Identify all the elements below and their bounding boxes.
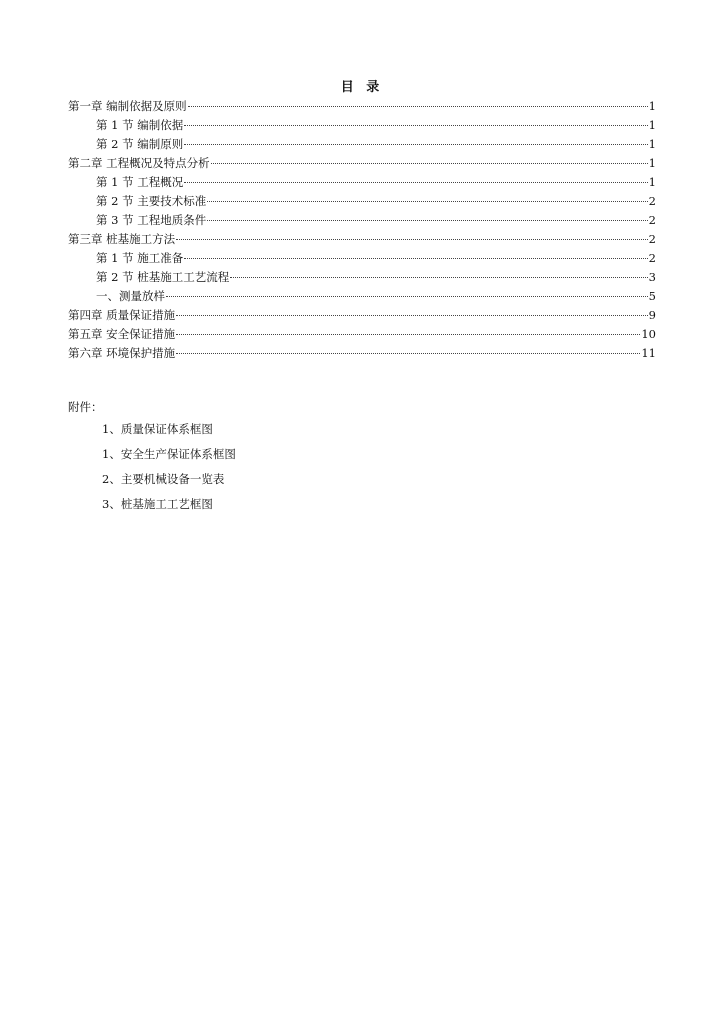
toc-entry-page-number: 11 — [641, 346, 656, 360]
toc-entry-label: 第六章 环境保护措施 — [68, 346, 176, 360]
toc-entry-label: 第 1 节 编制依据 — [96, 118, 184, 132]
toc-entry-page-number: 9 — [648, 308, 656, 322]
toc-entry-page-number: 2 — [648, 232, 656, 246]
toc-entry[interactable] — [68, 97, 656, 116]
toc-entry[interactable] — [68, 211, 656, 230]
toc-entry[interactable] — [68, 154, 656, 173]
toc-entry-label: 第 2 节 桩基施工工艺流程 — [96, 270, 230, 284]
toc-entry-page-number: 1 — [648, 175, 656, 189]
dot-leader — [207, 220, 647, 221]
toc-entry[interactable] — [68, 344, 656, 363]
toc-entry-page-number: 2 — [648, 194, 656, 208]
toc-entry[interactable] — [68, 135, 656, 154]
toc-entry-label: 第 1 节 施工准备 — [96, 251, 184, 265]
dot-leader — [166, 296, 648, 297]
toc-entry[interactable] — [68, 249, 656, 268]
dot-leader — [211, 163, 648, 164]
toc-entry[interactable] — [68, 268, 656, 287]
dot-leader — [188, 106, 648, 107]
dot-leader — [176, 334, 640, 335]
toc-entry-page-number: 1 — [648, 156, 656, 170]
appendix-section — [68, 397, 236, 517]
toc-entry-label: 第 2 节 编制原则 — [96, 137, 184, 151]
dot-leader — [176, 239, 648, 240]
appendix-heading: 附件： — [68, 400, 103, 414]
dot-leader — [207, 201, 647, 202]
appendix-item: 1、安全生产保证体系框图 — [102, 447, 236, 461]
dot-leader — [184, 125, 647, 126]
toc-entry[interactable] — [68, 325, 656, 344]
toc-entry[interactable] — [68, 116, 656, 135]
toc-entry-label: 第 3 节 工程地质条件 — [96, 213, 207, 227]
toc-entry-page-number: 5 — [648, 289, 656, 303]
toc-entry-page-number: 3 — [648, 270, 656, 284]
toc-entry-page-number: 2 — [648, 251, 656, 265]
toc-entry-label: 第 1 节 工程概况 — [96, 175, 184, 189]
toc-entry-label: 第五章 安全保证措施 — [68, 327, 176, 341]
dot-leader — [184, 144, 647, 145]
toc-entry[interactable] — [68, 173, 656, 192]
dot-leader — [230, 277, 647, 278]
toc-entry-page-number: 2 — [648, 213, 656, 227]
dot-leader — [176, 315, 648, 316]
appendix-list — [68, 417, 236, 517]
toc-entry-page-number: 1 — [648, 99, 656, 113]
toc-entry-label: 一、测量放样 — [96, 289, 165, 303]
appendix-item: 3、桩基施工工艺框图 — [102, 497, 213, 511]
toc-entry[interactable] — [68, 287, 656, 306]
appendix-item: 2、主要机械设备一览表 — [102, 472, 225, 486]
toc-entry-page-number: 1 — [648, 137, 656, 151]
toc-title: 目 录 — [340, 80, 384, 95]
appendix-item: 1、质量保证体系框图 — [102, 422, 213, 436]
toc-entry-label: 第四章 质量保证措施 — [68, 308, 176, 322]
dot-leader — [184, 182, 647, 183]
toc-entry-page-number: 1 — [648, 118, 656, 132]
toc-entry-label: 第二章 工程概况及特点分析 — [68, 156, 210, 170]
toc-entry[interactable] — [68, 306, 656, 325]
dot-leader — [176, 353, 640, 354]
toc-entry-label: 第一章 编制依据及原则 — [68, 99, 187, 113]
toc-entry-label: 第 2 节 主要技术标准 — [96, 194, 207, 208]
toc-entry[interactable] — [68, 192, 656, 211]
toc-entry[interactable] — [68, 230, 656, 249]
dot-leader — [184, 258, 647, 259]
toc-entry-label: 第三章 桩基施工方法 — [68, 232, 176, 246]
table-of-contents — [68, 97, 656, 363]
toc-entry-page-number: 10 — [641, 327, 656, 341]
